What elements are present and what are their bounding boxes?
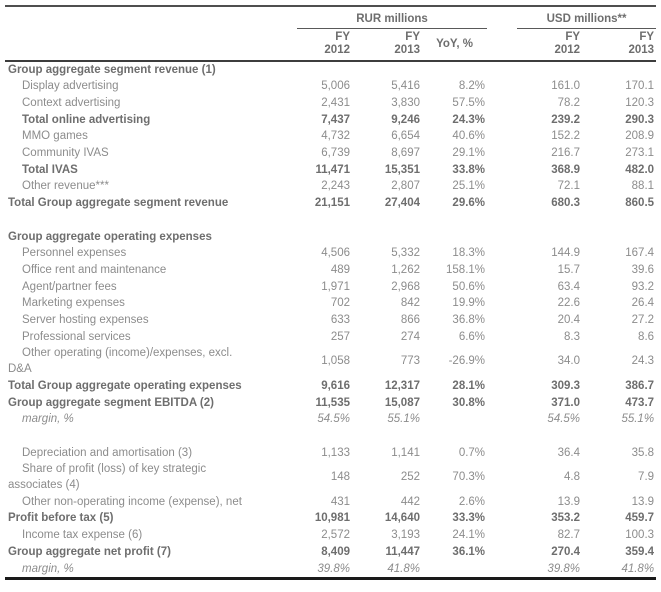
- spacer-cell: [487, 461, 517, 493]
- row-label-line2: associates (4): [8, 478, 80, 491]
- row-label-cell: [5, 78, 297, 95]
- table-row: [5, 195, 656, 212]
- yoy-value: 158.1%: [446, 263, 486, 276]
- rur-group-header: RUR millions: [297, 6, 487, 28]
- yoy-value: 2.6%: [458, 495, 486, 508]
- rur-2012-value: 1,058: [321, 355, 350, 368]
- table-row: [5, 561, 656, 579]
- spacer-cell: [487, 229, 517, 246]
- rur-2013-value: 252: [400, 471, 420, 484]
- fiscal-year-row: [5, 28, 656, 61]
- row-label: Depreciation and amortisation (3): [22, 446, 193, 459]
- yoy-value: 36.8%: [452, 314, 486, 327]
- row-label: Other revenue***: [22, 180, 109, 193]
- row-label-cell: [5, 312, 297, 329]
- table-row: [5, 78, 656, 95]
- yoy-value: -26.9%: [448, 355, 486, 368]
- spacer-cell: [487, 544, 517, 561]
- usd-2012-value: 15.7: [557, 263, 581, 276]
- yoy-value: 29.1%: [452, 147, 486, 160]
- usd-2012-value: 20.4: [557, 314, 581, 327]
- rur-2012-value: [297, 428, 352, 445]
- yoy-value: 36.1%: [452, 545, 486, 558]
- usd-2013-value: 359.4: [625, 545, 655, 558]
- yoy-value: 30.8%: [452, 396, 486, 409]
- rur-2013-value: [352, 428, 422, 445]
- usd-2013-value: 208.9: [625, 130, 655, 143]
- rur-2012-value: 148: [330, 471, 350, 484]
- usd-2012-value: 72.1: [557, 180, 581, 193]
- table-row: [5, 61, 656, 79]
- yoy-value: [422, 229, 487, 246]
- row-label: MMO games: [22, 130, 88, 143]
- usd-2013-value: 100.3: [625, 529, 655, 542]
- rur-2012-value: 1,971: [321, 280, 350, 293]
- yoy-value: 25.1%: [452, 180, 486, 193]
- spacer-cell: [487, 6, 517, 28]
- table-row: [5, 279, 656, 296]
- rur-2013-value: 773: [400, 355, 420, 368]
- spacer-cell: [487, 494, 517, 511]
- yoy-value: 70.3%: [452, 471, 486, 484]
- spacer-cell: [487, 411, 517, 428]
- usd-2012-value: [517, 428, 582, 445]
- row-label-cell: [5, 61, 297, 79]
- usd-2012-value: 82.7: [557, 529, 581, 542]
- spacer-cell: [487, 178, 517, 195]
- rur-2013-value: 842: [400, 297, 420, 310]
- rur-2012-value: 2,431: [321, 96, 350, 109]
- spacer-cell: [487, 561, 517, 579]
- segment-financials-table: [5, 5, 656, 580]
- usd-2013-value: 482.0: [625, 163, 655, 176]
- table-row: [5, 395, 656, 412]
- fy-label: FY: [565, 30, 581, 43]
- row-label-cell: [5, 195, 297, 212]
- blank-row: [5, 428, 656, 445]
- spacer-cell: [487, 245, 517, 262]
- usd-2013-value: 27.2: [631, 314, 655, 327]
- usd-2012-value: 144.9: [551, 247, 581, 260]
- table-header: [5, 6, 656, 61]
- rur-2012-value: 21,151: [314, 197, 350, 210]
- usd-2012-value: 680.3: [551, 197, 581, 210]
- yoy-value: 0.7%: [458, 446, 486, 459]
- table-row: [5, 295, 656, 312]
- rur-2013-value: 274: [400, 330, 420, 343]
- yoy-value: [422, 428, 487, 445]
- yoy-value: 24.3%: [452, 113, 486, 126]
- yoy-value: 24.1%: [452, 529, 486, 542]
- table-row: [5, 378, 656, 395]
- spacer-cell: [487, 527, 517, 544]
- rur-2012-value: [297, 212, 352, 229]
- yoy-value: 19.9%: [452, 297, 486, 310]
- usd-2013-value: 459.7: [625, 512, 655, 525]
- rur-2012-value: 39.8%: [317, 562, 350, 575]
- row-label-cell: [5, 279, 297, 296]
- fy-label: FY: [335, 30, 350, 43]
- usd-2012-value: 353.2: [551, 512, 581, 525]
- yoy-value: 29.6%: [452, 197, 486, 210]
- row-label: Total Group aggregate segment revenue: [8, 197, 229, 210]
- rur-2013-value: 11,447: [385, 545, 420, 558]
- fy-label: FY: [405, 30, 420, 43]
- row-label: Server hosting expenses: [22, 314, 149, 327]
- row-label: Share of profit (loss) of key strategic: [22, 463, 207, 476]
- yoy-value: 8.2%: [458, 80, 486, 93]
- rur-2012-value: 1,133: [321, 446, 350, 459]
- row-label-cell: [5, 494, 297, 511]
- table-row: [5, 345, 656, 377]
- row-label-line2: D&A: [8, 362, 32, 375]
- rur-2013-value: 8,697: [391, 147, 420, 160]
- table-row: [5, 95, 656, 112]
- spacer-cell: [487, 345, 517, 377]
- fy-label: FY: [639, 30, 655, 43]
- rur-2012-value: 9,616: [321, 379, 350, 392]
- empty-label-cell: [5, 28, 297, 61]
- yoy-value: 28.1%: [452, 379, 486, 392]
- row-label-cell: [5, 510, 297, 527]
- row-label: Agent/partner fees: [22, 280, 117, 293]
- spacer-cell: [487, 162, 517, 179]
- usd-2012-value: 371.0: [551, 396, 581, 409]
- row-label-cell: [5, 527, 297, 544]
- spacer-cell: [487, 378, 517, 395]
- table-row: [5, 329, 656, 346]
- usd-2013-value: 7.9: [638, 471, 655, 484]
- row-label-cell: [5, 262, 297, 279]
- spacer-cell: [487, 262, 517, 279]
- rur-2012-value: 4,506: [321, 247, 350, 260]
- spacer-cell: [487, 428, 517, 445]
- rur-2013-value: 9,246: [391, 113, 420, 126]
- rur-2013-value: 15,087: [384, 396, 420, 409]
- row-label-cell: [5, 145, 297, 162]
- row-label-cell: [5, 95, 297, 112]
- usd-2013-value: 41.8%: [621, 562, 655, 575]
- spacer-cell: [487, 28, 517, 61]
- rur-2012-value: [297, 61, 352, 79]
- yoy-value: [422, 561, 487, 579]
- rur-2013-value: 2,807: [391, 180, 420, 193]
- rur-2012-value: 54.5%: [317, 413, 350, 426]
- usd-2013-value: 35.8: [631, 446, 655, 459]
- usd-2012-value: 368.9: [551, 163, 581, 176]
- table-row: [5, 245, 656, 262]
- usd-2013-value: 39.6: [631, 263, 655, 276]
- row-label-cell: [5, 128, 297, 145]
- row-label: margin, %: [22, 413, 74, 426]
- row-label: Professional services: [22, 330, 131, 343]
- row-label-cell: [5, 162, 297, 179]
- usd-2013-value: 26.4: [631, 297, 655, 310]
- rur-2013-value: 2,968: [391, 280, 420, 293]
- table-row: [5, 162, 656, 179]
- usd-2013-value: 386.7: [625, 379, 655, 392]
- spacer-cell: [487, 510, 517, 527]
- table-row: [5, 510, 656, 527]
- row-label: Personnel expenses: [22, 247, 127, 260]
- usd-2013-value: 93.2: [631, 280, 655, 293]
- usd-2012-value: 216.7: [551, 147, 581, 160]
- usd-fy2012-header: [517, 28, 582, 61]
- rur-2012-value: 489: [330, 263, 350, 276]
- rur-2012-value: 11,471: [315, 163, 350, 176]
- usd-2012-value: 161.0: [551, 80, 581, 93]
- rur-fy2012-header: [297, 28, 352, 61]
- row-label: Total Group aggregate operating expenses: [8, 379, 242, 392]
- row-label-cell: [5, 461, 297, 493]
- usd-group-header: USD millions**: [517, 6, 656, 28]
- usd-2013-value: [582, 61, 656, 79]
- row-label-cell: [5, 345, 297, 377]
- rur-2012-value: 2,243: [321, 180, 350, 193]
- row-label-cell: [5, 295, 297, 312]
- rur-2012-value: 5,006: [321, 80, 350, 93]
- rur-2013-value: 3,830: [391, 96, 420, 109]
- currency-group-row: [5, 6, 656, 28]
- row-label: Group aggregate segment EBITDA (2): [8, 396, 214, 409]
- usd-2013-value: [582, 428, 656, 445]
- usd-2012-value: [517, 61, 582, 79]
- row-label-cell: [5, 561, 297, 579]
- spacer-cell: [487, 212, 517, 229]
- spacer-cell: [487, 128, 517, 145]
- yoy-value: [422, 212, 487, 229]
- row-label: Total IVAS: [22, 163, 78, 176]
- row-label: Context advertising: [22, 96, 121, 109]
- rur-2013-value: 12,317: [384, 379, 420, 392]
- spacer-cell: [487, 61, 517, 79]
- usd-2012-value: 39.8%: [547, 562, 581, 575]
- year-label: 2013: [628, 44, 655, 56]
- empty-label-cell: [5, 6, 297, 28]
- row-label: Marketing expenses: [22, 297, 125, 310]
- blank-row: [5, 212, 656, 229]
- yoy-value: 33.3%: [452, 512, 486, 525]
- table-row: [5, 128, 656, 145]
- usd-2012-value: 8.3: [564, 330, 581, 343]
- row-label-cell: [5, 445, 297, 462]
- usd-2012-value: 22.6: [557, 297, 581, 310]
- yoy-value: 57.5%: [452, 96, 486, 109]
- table-row: [5, 411, 656, 428]
- spacer-cell: [487, 312, 517, 329]
- usd-2013-value: 55.1%: [621, 413, 655, 426]
- spacer-cell: [487, 329, 517, 346]
- usd-2012-value: 239.2: [551, 113, 581, 126]
- usd-2013-value: 24.3: [631, 355, 655, 368]
- usd-2013-value: 473.7: [625, 396, 655, 409]
- spacer-cell: [487, 95, 517, 112]
- row-label-cell: [5, 178, 297, 195]
- table-row: [5, 544, 656, 561]
- spacer-cell: [487, 395, 517, 412]
- yoy-value: 18.3%: [452, 247, 486, 260]
- rur-2012-value: 7,437: [321, 113, 350, 126]
- table-body: [5, 61, 656, 579]
- usd-2012-value: 152.2: [551, 130, 581, 143]
- rur-2012-value: 2,572: [321, 529, 350, 542]
- rur-2012-value: 11,535: [315, 396, 350, 409]
- row-label: Office rent and maintenance: [22, 263, 167, 276]
- rur-fy2013-header: [352, 28, 422, 61]
- spacer-cell: [487, 195, 517, 212]
- usd-2013-value: 860.5: [625, 197, 655, 210]
- yoy-value: 40.6%: [452, 130, 486, 143]
- row-label: Total online advertising: [22, 113, 151, 126]
- year-label: 2013: [394, 44, 420, 56]
- spacer-cell: [487, 295, 517, 312]
- usd-2012-value: 13.9: [557, 495, 581, 508]
- row-label-cell: [5, 544, 297, 561]
- rur-2012-value: 257: [330, 330, 350, 343]
- table-row: [5, 527, 656, 544]
- rur-2012-value: 4,732: [321, 130, 350, 143]
- row-label-cell: [5, 245, 297, 262]
- rur-2013-value: 6,654: [391, 130, 420, 143]
- usd-2012-value: 4.8: [564, 471, 581, 484]
- spacer-cell: [487, 112, 517, 129]
- usd-2013-value: 13.9: [631, 495, 655, 508]
- table-row: [5, 178, 656, 195]
- row-label: Income tax expense (6): [22, 529, 143, 542]
- table-row: [5, 494, 656, 511]
- usd-2013-value: 273.1: [625, 147, 655, 160]
- usd-2013-value: 8.6: [638, 330, 655, 343]
- rur-2012-value: 702: [330, 297, 350, 310]
- rur-2013-value: [352, 212, 422, 229]
- yoy-value: 6.6%: [458, 330, 486, 343]
- yoy-header: YoY, %: [422, 28, 487, 61]
- row-label: Other operating (income)/expenses, excl.: [22, 347, 233, 360]
- rur-2013-value: 1,262: [391, 263, 420, 276]
- rur-2013-value: [352, 61, 422, 79]
- table-row: [5, 262, 656, 279]
- yoy-value: 50.6%: [452, 280, 486, 293]
- usd-2013-value: 170.1: [625, 80, 655, 93]
- usd-2012-value: 36.4: [557, 446, 581, 459]
- usd-2013-value: 167.4: [625, 247, 655, 260]
- row-label: Other non-operating income (expense), net: [22, 495, 242, 508]
- spacer-cell: [487, 445, 517, 462]
- spacer-cell: [487, 145, 517, 162]
- usd-fy2013-header: [582, 28, 656, 61]
- rur-2013-value: 55.1%: [387, 413, 420, 426]
- rur-2013-value: 442: [400, 495, 420, 508]
- rur-2012-value: 8,409: [321, 545, 350, 558]
- rur-2012-value: 431: [330, 495, 350, 508]
- row-label: Community IVAS: [22, 147, 109, 160]
- usd-2012-value: 78.2: [557, 96, 581, 109]
- row-label-cell: [5, 395, 297, 412]
- rur-2013-value: 15,351: [384, 163, 420, 176]
- row-label-cell: [5, 329, 297, 346]
- usd-2013-value: 290.3: [625, 113, 655, 126]
- usd-2012-value: [517, 212, 582, 229]
- row-label: margin, %: [22, 562, 74, 575]
- rur-2013-value: 1,141: [391, 446, 420, 459]
- row-label-cell: [5, 411, 297, 428]
- table-row: [5, 461, 656, 493]
- row-label: Group aggregate net profit (7): [8, 545, 171, 558]
- usd-2012-value: 270.4: [551, 545, 581, 558]
- usd-2012-value: 54.5%: [547, 413, 581, 426]
- table-row: [5, 312, 656, 329]
- year-label: 2012: [554, 44, 581, 56]
- rur-2013-value: 5,416: [391, 80, 420, 93]
- row-label: Group aggregate operating expenses: [8, 230, 212, 243]
- usd-2013-value: [582, 229, 656, 246]
- usd-2013-value: [582, 212, 656, 229]
- usd-2012-value: 63.4: [557, 280, 581, 293]
- rur-2012-value: 633: [330, 314, 350, 327]
- row-label-cell: [5, 212, 297, 229]
- rur-2012-value: 10,981: [314, 512, 350, 525]
- table-row: [5, 445, 656, 462]
- usd-2012-value: [517, 229, 582, 246]
- row-label-cell: [5, 229, 297, 246]
- row-label: Profit before tax (5): [8, 512, 114, 525]
- yoy-value: [422, 411, 487, 428]
- row-label-cell: [5, 428, 297, 445]
- table-row: [5, 145, 656, 162]
- spacer-cell: [487, 78, 517, 95]
- rur-2013-value: 3,193: [391, 529, 420, 542]
- row-label-cell: [5, 378, 297, 395]
- rur-2013-value: 866: [400, 314, 420, 327]
- rur-2013-value: 5,332: [391, 247, 420, 260]
- year-label: 2012: [324, 44, 350, 56]
- rur-2013-value: [352, 229, 422, 246]
- rur-2012-value: [297, 229, 352, 246]
- yoy-value: 33.8%: [452, 163, 486, 176]
- usd-2013-value: 120.3: [625, 96, 655, 109]
- row-label: Group aggregate segment revenue (1): [8, 63, 216, 76]
- usd-2013-value: 88.1: [631, 180, 655, 193]
- row-label-cell: [5, 112, 297, 129]
- row-label: Display advertising: [22, 80, 119, 93]
- rur-2013-value: 41.8%: [387, 562, 420, 575]
- rur-2013-value: 27,404: [384, 197, 420, 210]
- usd-2012-value: 309.3: [551, 379, 581, 392]
- yoy-value: [422, 61, 487, 79]
- usd-2012-value: 34.0: [557, 355, 581, 368]
- rur-2013-value: 14,640: [384, 512, 420, 525]
- rur-2012-value: 6,739: [321, 147, 350, 160]
- table-row: [5, 229, 656, 246]
- table-row: [5, 112, 656, 129]
- spacer-cell: [487, 279, 517, 296]
